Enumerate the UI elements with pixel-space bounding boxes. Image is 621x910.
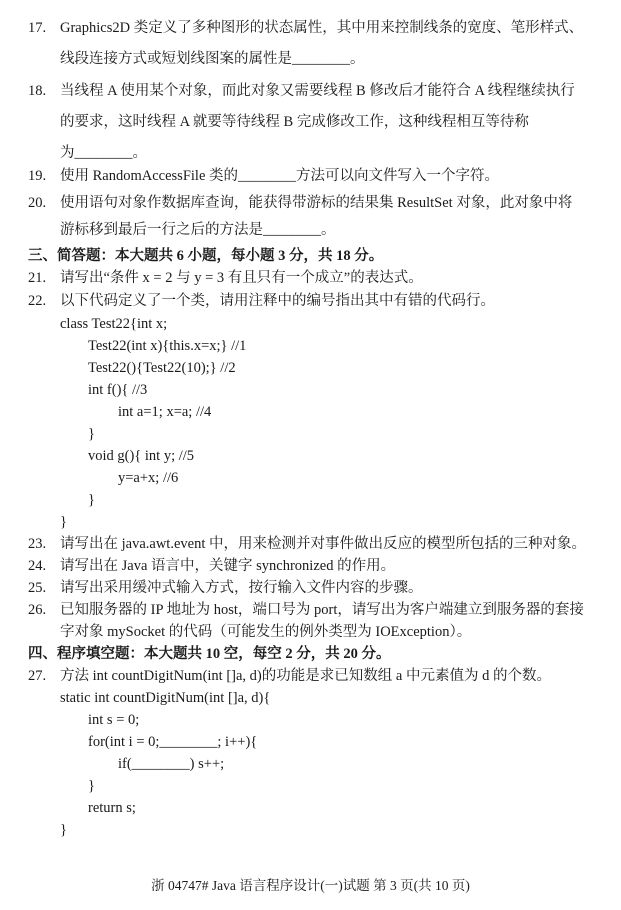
code-line: } <box>88 426 95 442</box>
question-number: 22. <box>28 293 47 309</box>
code-line: void g(){ int y; //5 <box>88 448 195 464</box>
question-25-line-1: 请写出采用缓冲式输入方式，按行输入文件内容的步骤。 <box>60 580 423 596</box>
question-26-line-2: 字对象 mySocket 的代码（可能发生的例外类型为 IOException）。 <box>60 624 472 640</box>
question-number: 19. <box>28 168 47 184</box>
code-line: int f(){ //3 <box>88 382 148 398</box>
code-line: } <box>88 492 95 508</box>
question-27-line-1: 方法 int countDigitNum(int []a, d)的功能是求已知数组 a 中元素值为 d 的个数。 <box>60 668 551 684</box>
question-18-line-1: 当线程 A 使用某个对象，而此对象又需要线程 B 修改后才能符合 A 线程继续执行 <box>60 83 575 99</box>
code-line: for(int i = 0;________; i++){ <box>88 734 258 750</box>
question-23-line-1: 请写出在 java.awt.event 中，用来检测并对事件做出反应的模型所包括的三种对象。 <box>60 536 586 552</box>
code-line: static int countDigitNum(int []a, d){ <box>60 690 271 706</box>
code-line: } <box>88 778 95 794</box>
question-22-line-1: 以下代码定义了一个类，请用注释中的编号指出其中有错的代码行。 <box>60 293 495 309</box>
code-line: return s; <box>88 800 136 816</box>
code-line: y=a+x; //6 <box>118 470 179 486</box>
question-number: 20. <box>28 195 47 211</box>
question-number: 21. <box>28 270 47 286</box>
question-number: 25. <box>28 580 47 596</box>
question-21-line-1: 请写出“条件 x = 2 与 y = 3 有且只有一个成立”的表达式。 <box>60 270 423 286</box>
code-line: Test22(int x){this.x=x;} //1 <box>88 338 247 354</box>
question-19-line-1: 使用 RandomAccessFile 类的________方法可以向文件写入一个字符。 <box>60 168 500 184</box>
question-24-line-1: 请写出在 Java 语言中，关键字 synchronized 的作用。 <box>60 558 396 574</box>
question-number: 23. <box>28 536 47 552</box>
code-line: } <box>60 514 67 530</box>
section-heading-4: 四、程序填空题：本大题共 10 空，每空 2 分，共 20 分。 <box>28 646 391 662</box>
page-footer: 浙 04747# Java 语言程序设计(一)试题 第 3 页(共 10 页) <box>151 878 470 893</box>
question-26-line-1: 已知服务器的 IP 地址为 host，端口号为 port，请写出为客户端建立到服务器的套接 <box>60 602 584 618</box>
code-line: if(________) s++; <box>118 756 225 772</box>
code-line: Test22(){Test22(10);} //2 <box>88 360 236 376</box>
question-number: 17. <box>28 20 47 36</box>
question-number: 18. <box>28 83 47 99</box>
question-20-line-1: 使用语句对象作数据库查询，能获得带游标的结果集 ResultSet 对象，此对象中将 <box>60 195 573 211</box>
code-line: int s = 0; <box>88 712 140 728</box>
question-20-line-2: 游标移到最后一行之后的方法是________。 <box>60 222 336 238</box>
question-17-line-1: Graphics2D 类定义了多种图形的状态属性，其中用来控制线条的宽度、笔形样式、 <box>60 20 584 36</box>
code-line: int a=1; x=a; //4 <box>118 404 212 420</box>
question-number: 24. <box>28 558 47 574</box>
question-number: 26. <box>28 602 47 618</box>
question-17-line-2: 线段连接方式或短划线图案的属性是________。 <box>60 51 365 67</box>
section-heading-3: 三、简答题：本大题共 6 小题，每小题 3 分，共 18 分。 <box>28 248 384 264</box>
question-number: 27. <box>28 668 47 684</box>
code-line: } <box>60 822 67 838</box>
code-line: class Test22{int x; <box>60 316 168 332</box>
question-18-line-2: 的要求，这时线程 A 就要等待线程 B 完成修改工作，这种线程相互等待称 <box>60 114 529 130</box>
question-18-line-3: 为________。 <box>60 145 147 161</box>
